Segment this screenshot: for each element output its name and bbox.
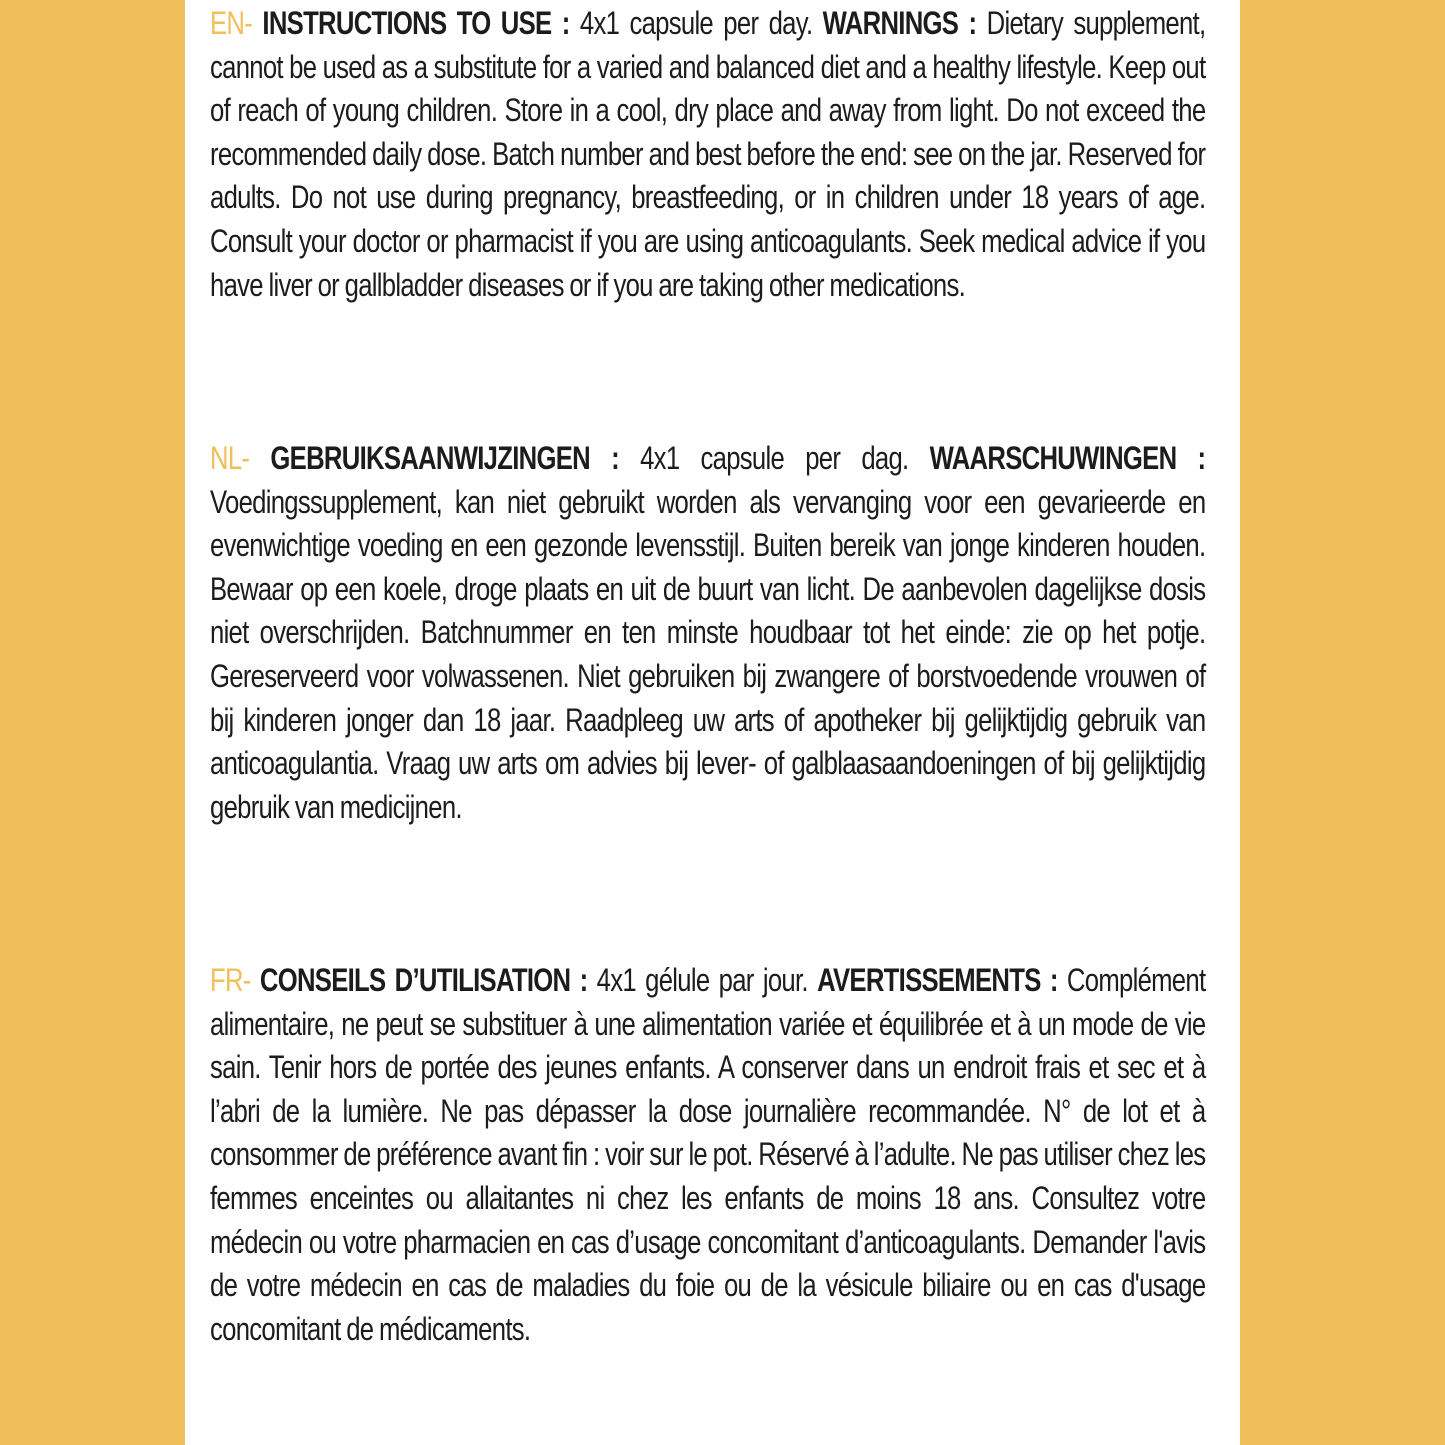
language-code-fr: FR- [210, 962, 251, 998]
dose-text-nl: 4x1 capsule per dag. [640, 440, 909, 476]
instructions-heading-fr: CONSEILS D’UTILISATION : [259, 962, 588, 998]
warnings-heading-en: WARNINGS : [822, 5, 977, 41]
language-code-en: EN- [210, 5, 253, 41]
instructions-heading-nl: GEBRUIKSAANWIJZINGEN : [270, 440, 619, 476]
dose-text-en: 4x1 capsule per day. [579, 5, 813, 41]
dose-text-fr: 4x1 gélule par jour. [596, 962, 808, 998]
warnings-heading-fr: AVERTISSEMENTS : [817, 962, 1058, 998]
warnings-body-fr: Complément alimentaire, ne peut se substituer à une alimentation variée et équilibrée et à un mode de vie sain. Tenir hors de portée des jeunes enfants. A conserver dans un endroit frais et sec et à l’abri de la lumière. Ne pas dépasser la dose journalière recommandée. N° de lot et à consommer de préférence avant fin : voir sur le pot. Réservé à l’adulte. Ne pas utiliser chez les femmes enceintes ou allaitantes ni chez les enfants de moins 18 ans. Consultez votre médecin ou votre pharmacien en cas d’usage concomitant d’anticoagulants. Demander l'avis de votre médecin en cas de maladies du foie ou de la vésicule biliaire ou en cas d'usage concomitant de médicaments. [210, 962, 1206, 1347]
section-french [210, 959, 1205, 1351]
section-dutch [210, 437, 1205, 829]
label-panel [185, 0, 1240, 1445]
instructions-heading-en: INSTRUCTIONS TO USE : [262, 5, 570, 41]
language-code-nl: NL- [210, 440, 250, 476]
warnings-body-en: Dietary supplement, cannot be used as a substitute for a varied and balanced diet and a healthy lifestyle. Keep out of reach of young children. Store in a cool, dry place and away from light. Do not exceed the recommended daily dose. Batch number and best before the end: see on the jar. Reserved for adults. Do not use during pregnancy, breastfeeding, or in children under 18 years of age. Consult your doctor or pharmacist if you are using anticoagulants. Seek medical advice if you have liver or gallbladder diseases or if you are taking other medications. [210, 5, 1206, 303]
section-english [210, 2, 1205, 307]
warnings-body-nl: Voedingssupplement, kan niet gebruikt worden als vervanging voor een gevarieerde en evenwichtige voeding en een gezonde levensstijl. Buiten bereik van jonge kinderen houden. Bewaar op een koele, droge plaats en uit de buurt van licht. De aanbevolen dagelijkse dosis niet overschrijden. Batchnummer en ten minste houdbaar tot het einde: zie op het potje. Gereserveerd voor volwassenen. Niet gebruiken bij zwangere of borstvoedende vrouwen of bij kinderen jonger dan 18 jaar. Raadpleeg uw arts of apotheker bij gelijktijdig gebruik van anticoagulantia. Vraag uw arts om advies bij lever- of galblaasaandoeningen of bij gelijktijdig gebruik van medicijnen. [210, 483, 1206, 825]
warnings-heading-nl: WAARSCHUWINGEN : [929, 440, 1206, 476]
